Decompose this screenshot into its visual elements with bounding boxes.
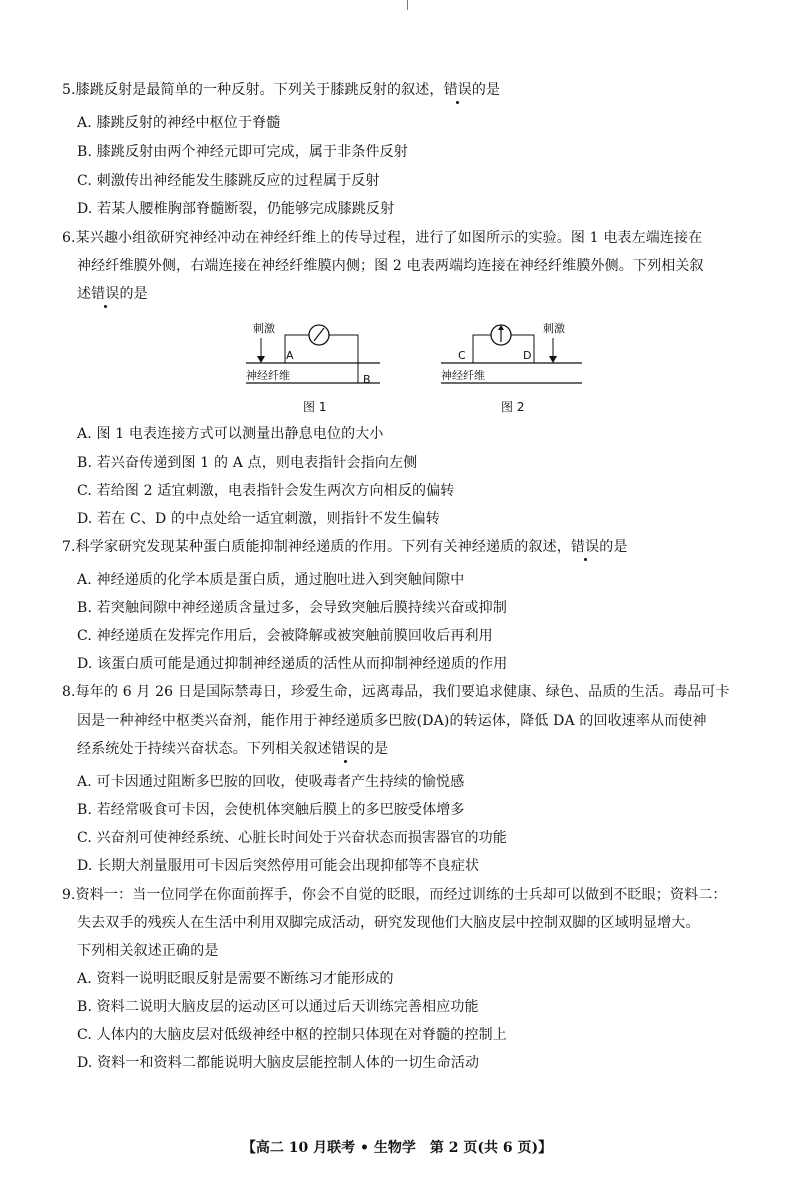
q8-option-c: C. 兴奋剂可使神经系统、心脏长时间处于兴奋状态而损害器官的功能 (77, 830, 507, 846)
q6-emphasis: 错误 (91, 286, 120, 302)
q7-stem: 7.科学家研究发现某种蛋白质能抑制神经递质的作用。下列有关神经递质的叙述，错误的是 (62, 539, 628, 555)
q5-option-a: A. 膝跳反射的神经中枢位于脊髓 (77, 115, 281, 131)
q6-option-d: D. 若在 C、D 的中点处给一适宜刺激，则指针不发生偏转 (77, 511, 440, 527)
top-crop-mark (407, 0, 408, 10)
q5-option-b: B. 膝跳反射由两个神经元即可完成，属于非条件反射 (77, 144, 408, 160)
fig2-point-d: D (523, 349, 532, 362)
q7-emphasis: 错误 (570, 539, 600, 555)
fig2-fiber-label: 神经纤维 (441, 369, 485, 382)
fig2-point-c: C (458, 349, 466, 362)
q8-stem-line2: 因是一种神经中枢类兴奋剂，能作用于神经递质多巴胺(DA)的转运体，降低 DA 的回收速率从而使神 (77, 713, 707, 729)
q9-option-b: B. 资料二说明大脑皮层的运动区可以通过后天训练完善相应功能 (77, 999, 479, 1015)
q7-option-a: A. 神经递质的化学本质是蛋白质，通过胞吐进入到突触间隙中 (77, 572, 465, 588)
q8-option-d: D. 长期大剂量服用可卡因后突然停用可能会出现抑郁等不良症状 (77, 858, 480, 874)
q6-stem-line3: 述错误的是 (77, 286, 148, 302)
q7-option-d: D. 该蛋白质可能是通过抑制神经递质的活性从而抑制神经递质的作用 (77, 656, 508, 672)
fig1-stimulus-label: 刺激 (253, 322, 275, 335)
q5-option-c: C. 刺激传出神经能发生膝跳反应的过程属于反射 (77, 173, 380, 189)
q5-emphasis: 错误 (443, 82, 472, 98)
q9-option-d: D. 资料一和资料二都能说明大脑皮层能控制人体的一切生命活动 (77, 1055, 480, 1071)
q9-stem-line1: 9.资料一：当一位同学在你面前挥手，你会不自觉的眨眼，而经过训练的士兵却可以做到不眨眼；资料二： (62, 887, 727, 903)
figure-1 (246, 321, 380, 414)
q6-stem-line2: 神经纤维膜外侧，右端连接在神经纤维膜内侧；图 2 电表两端均连接在神经纤维膜外侧。下列相关叙 (77, 258, 704, 274)
q9-stem-line3: 下列相关叙述正确的是 (77, 943, 219, 959)
fig2-arrow-head (549, 356, 557, 363)
q5-stem: 5.膝跳反射是最简单的一种反射。下列关于膝跳反射的叙述，错误的是 (62, 82, 501, 98)
q9-option-a: A. 资料一说明眨眼反射是需要不断练习才能形成的 (77, 971, 394, 987)
fig1-right-lead (329, 335, 358, 383)
fig1-arrow-head (257, 356, 265, 363)
page-footer: 【高二 10 月联考 • 生物学 第 2 页(共 6 页)】 (241, 1140, 553, 1156)
q7-option-b: B. 若突触间隙中神经递质含量过多，会导致突触后膜持续兴奋或抑制 (77, 600, 507, 616)
q8-stem-line3: 经系统处于持续兴奋状态。下列相关叙述错误的是 (77, 741, 389, 757)
fig2-caption: 图 2 (501, 400, 525, 414)
fig2-left-lead (473, 335, 491, 363)
q8-option-a: A. 可卡因通过阻断多巴胺的回收，使吸毒者产生持续的愉悦感 (77, 774, 465, 790)
q9-option-c: C. 人体内的大脑皮层对低级神经中枢的控制只体现在对脊髓的控制上 (77, 1027, 507, 1043)
q9-stem-line2: 失去双手的残疾人在生活中利用双脚完成活动，研究发现他们大脑皮层中控制双脚的区域明显增大。 (77, 915, 700, 931)
q7-option-c: C. 神经递质在发挥完作用后，会被降解或被突触前膜回收后再利用 (77, 628, 493, 644)
q8-emphasis: 错误 (331, 741, 361, 757)
fig2-stimulus-label: 刺激 (543, 322, 565, 335)
q6-stem-line1: 6.某兴趣小组欲研究神经冲动在神经纤维上的传导过程，进行了如图所示的实验。图 1 电表左端连接在 (62, 230, 703, 246)
fig1-point-a: A (286, 349, 294, 362)
fig1-caption: 图 1 (303, 400, 327, 414)
q6-option-c: C. 若给图 2 适宜刺激，电表指针会发生两次方向相反的偏转 (77, 483, 455, 499)
fig1-point-b: B (363, 373, 371, 386)
figure-2 (441, 321, 582, 414)
fig1-fiber-label: 神经纤维 (246, 369, 290, 382)
q8-stem-line1: 8.每年的 6 月 26 日是国际禁毒日，珍爱生命，远离毒品，我们要追求健康、绿色、品质的生活。毒品可卡 (62, 684, 730, 700)
q6-option-a: A. 图 1 电表连接方式可以测量出静息电位的大小 (77, 426, 384, 442)
nerve-fiber-figure (230, 315, 590, 421)
q8-option-b: B. 若经常吸食可卡因，会使机体突触后膜上的多巴胺受体增多 (77, 802, 465, 818)
q5-option-d: D. 若某人腰椎胸部脊髓断裂，仍能够完成膝跳反射 (77, 201, 395, 217)
q6-option-b: B. 若兴奋传递到图 1 的 A 点，则电表指针会指向左侧 (77, 455, 418, 471)
